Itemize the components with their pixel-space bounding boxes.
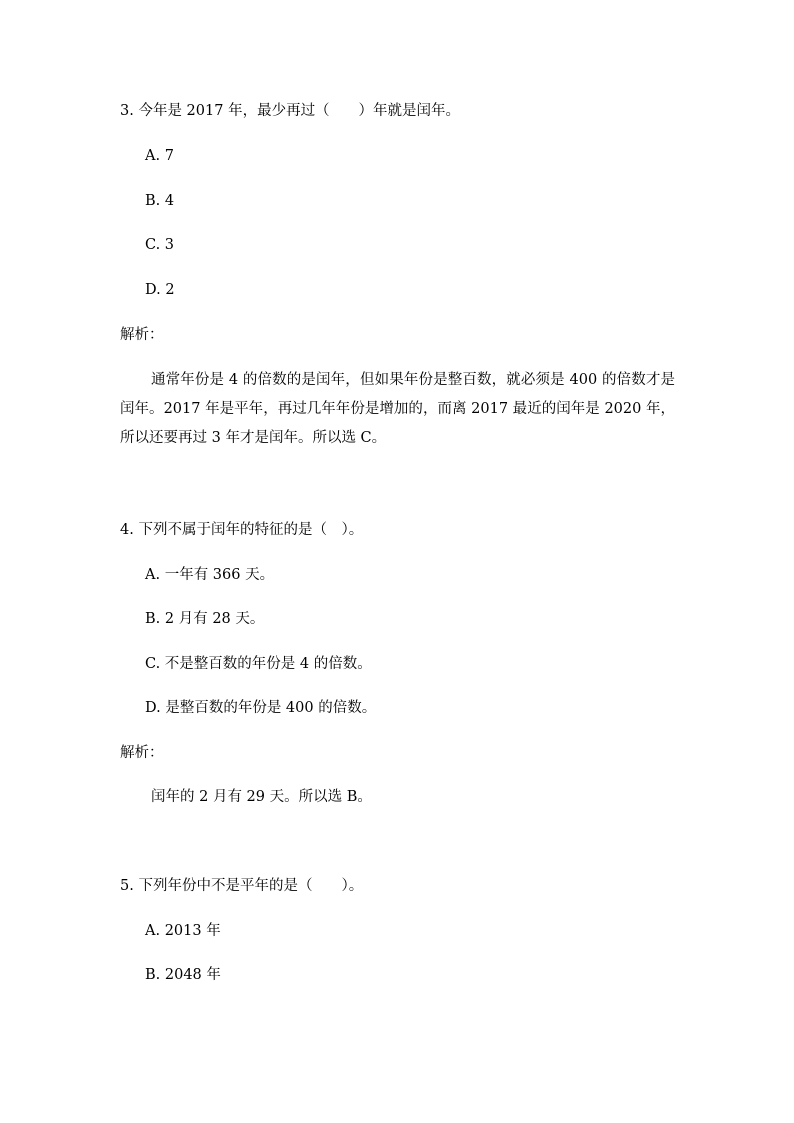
question-4-analysis-text: 闰年的 2 月有 29 天。所以选 B。	[151, 789, 372, 805]
question-4-option-a: A. 一年有 366 天。	[145, 567, 275, 583]
question-5-option-b: B. 2048 年	[145, 967, 221, 983]
question-5-stem: 5. 下列年份中不是平年的是（ ）。	[120, 878, 364, 894]
question-3-option-d: D. 2	[145, 282, 175, 298]
question-3-analysis-text: 通常年份是 4 的倍数的是闰年，但如果年份是整百数，就必须是 400 的倍数才是闰年。2017 年是平年，再过几年年份是增加的，而离 2017 最近的闰年是 2020 年，所以还要再过 3 年才是闰年。所以选 C。	[120, 372, 675, 446]
question-4-option-c: C. 不是整百数的年份是 4 的倍数。	[145, 656, 372, 672]
question-3-stem: 3. 今年是 2017 年，最少再过（ ）年就是闰年。	[120, 103, 461, 119]
question-3-option-a: A. 7	[145, 148, 174, 164]
question-5-option-a: A. 2013 年	[145, 923, 221, 939]
question-4-stem: 4. 下列不属于闰年的特征的是（ ）。	[120, 522, 364, 538]
question-4-option-b: B. 2 月有 28 天。	[145, 611, 265, 627]
question-3-option-b: B. 4	[145, 193, 175, 209]
question-3-analysis-label: 解析：	[120, 327, 164, 343]
question-3-option-c: C. 3	[145, 237, 175, 253]
question-4-option-d: D. 是整百数的年份是 400 的倍数。	[145, 700, 377, 716]
question-4-analysis-label: 解析：	[120, 745, 164, 761]
